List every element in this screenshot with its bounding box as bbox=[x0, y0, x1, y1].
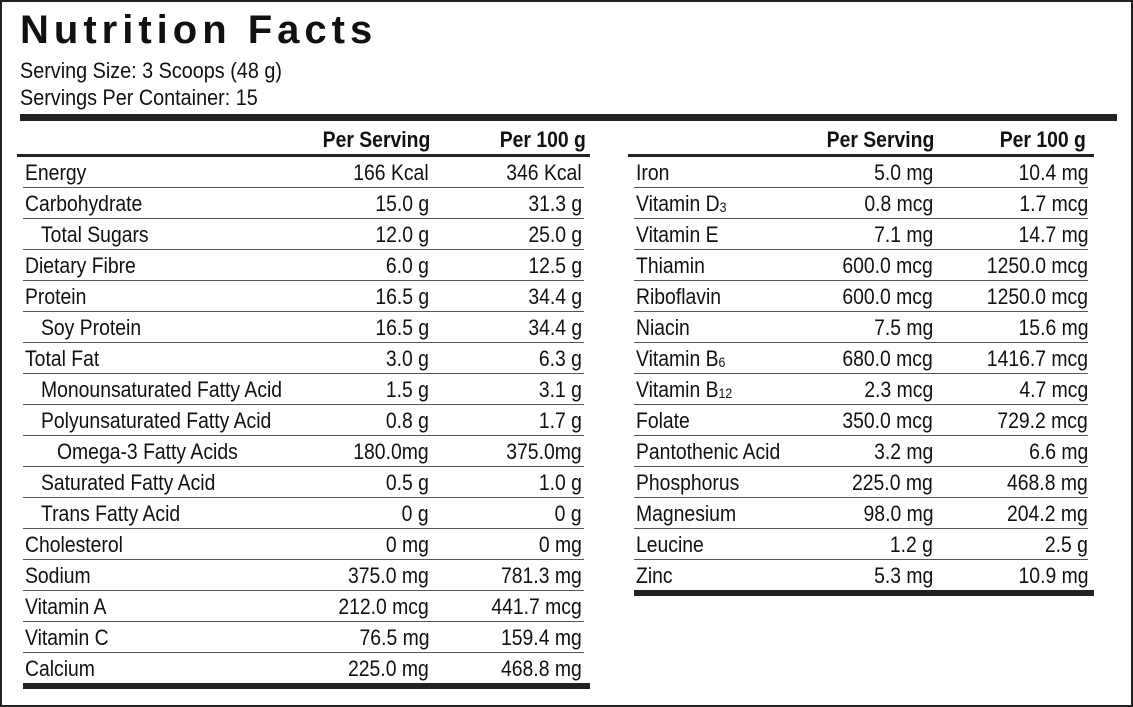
nutrient-row bbox=[634, 436, 1088, 467]
nutrient-name bbox=[636, 532, 704, 558]
nutrient-row bbox=[634, 188, 1088, 219]
nutrient-name bbox=[41, 501, 180, 527]
nutrient-name-text: Phosphorus bbox=[636, 470, 740, 495]
nutrient-name bbox=[25, 563, 91, 589]
nutrient-name-text: Iron bbox=[636, 160, 670, 185]
per-100g-value: 729.2 mcg bbox=[997, 408, 1088, 433]
per-serving-value: 7.5 mg bbox=[873, 315, 933, 340]
per-serving-value: 98.0 mg bbox=[863, 501, 933, 526]
nutrient-name-text: Calcium bbox=[25, 656, 95, 681]
nutrient-name bbox=[636, 315, 690, 341]
nutrient-row bbox=[23, 157, 584, 188]
per-100g-value: 0 mg bbox=[538, 532, 582, 557]
per-serving-value: 600.0 mcg bbox=[842, 253, 933, 278]
per-serving-value: 3.0 g bbox=[385, 346, 429, 371]
per-serving-value: 225.0 mg bbox=[852, 470, 933, 495]
right-table-header bbox=[628, 124, 1094, 157]
per-100g-value: 1416.7 mcg bbox=[986, 346, 1088, 371]
nutrient-name-text: Total Sugars bbox=[41, 222, 149, 247]
per-100g-value: 204.2 mg bbox=[1007, 501, 1088, 526]
nutrient-name-text: Cholesterol bbox=[25, 532, 123, 557]
per-100g-value: 375.0mg bbox=[506, 439, 582, 464]
per-100g-value: 468.8 mg bbox=[501, 656, 582, 681]
nutrient-name bbox=[41, 470, 215, 496]
per-serving-value: 680.0 mcg bbox=[842, 346, 933, 371]
nutrient-row bbox=[23, 529, 584, 560]
nutrient-row bbox=[23, 467, 584, 498]
per-100g-value: 1250.0 mcg bbox=[986, 253, 1088, 278]
per-serving-value: 0 g bbox=[402, 501, 429, 526]
nutrient-name bbox=[636, 284, 721, 310]
nutrient-name bbox=[636, 346, 725, 374]
nutrient-name bbox=[25, 625, 109, 651]
per-serving-value: 225.0 mg bbox=[348, 656, 429, 681]
nutrient-name-text: Vitamin C bbox=[25, 625, 109, 650]
thick-divider bbox=[20, 114, 1117, 121]
nutrient-name bbox=[636, 253, 705, 279]
nutrient-row bbox=[23, 560, 584, 591]
nutrient-name bbox=[636, 160, 669, 186]
per-serving-value: 0.8 g bbox=[385, 408, 429, 433]
nutrient-row bbox=[23, 498, 584, 529]
nutrient-name bbox=[636, 377, 732, 405]
nutrient-name-text: Energy bbox=[25, 160, 87, 185]
nutrient-name bbox=[25, 191, 142, 217]
nutrient-name bbox=[41, 408, 271, 434]
servings-per-container: Servings Per Container: 15 bbox=[20, 85, 258, 110]
nutrient-row bbox=[634, 281, 1088, 312]
nutrient-name-text: Pantothenic Acid bbox=[636, 439, 781, 464]
nutrient-name-text: Magnesium bbox=[636, 501, 737, 526]
right-table-body bbox=[628, 157, 1094, 590]
nutrient-name-text: Total Fat bbox=[25, 346, 100, 371]
nutrient-name-text: Vitamin A bbox=[25, 594, 107, 619]
header-per-serving: Per Serving bbox=[826, 127, 934, 152]
nutrient-row bbox=[23, 653, 584, 683]
per-serving-value: 1.5 g bbox=[385, 377, 429, 402]
per-serving-value: 16.5 g bbox=[375, 284, 429, 309]
nutrient-name-text: Vitamin B bbox=[636, 377, 719, 402]
nutrient-name bbox=[636, 408, 690, 434]
per-100g-value: 10.4 mg bbox=[1018, 160, 1088, 185]
left-table-header bbox=[17, 124, 590, 157]
per-serving-value: 6.0 g bbox=[385, 253, 429, 278]
nutrient-name-text: Sodium bbox=[25, 563, 91, 588]
per-100g-value: 1250.0 mcg bbox=[986, 284, 1088, 309]
nutrient-name-text: Leucine bbox=[636, 532, 704, 557]
per-serving-value: 166 Kcal bbox=[353, 160, 429, 185]
per-100g-value: 25.0 g bbox=[528, 222, 582, 247]
nutrient-name-text: Zinc bbox=[636, 563, 673, 588]
nutrient-name bbox=[636, 191, 726, 219]
per-serving-value: 0.8 mcg bbox=[864, 191, 933, 216]
per-100g-value: 10.9 mg bbox=[1018, 563, 1088, 588]
per-100g-value: 4.7 mcg bbox=[1019, 377, 1088, 402]
nutrient-name bbox=[41, 377, 282, 403]
right-bottom-rule bbox=[634, 590, 1094, 596]
nutrient-row bbox=[23, 188, 584, 219]
nutrient-name bbox=[25, 656, 95, 682]
left-table-body bbox=[17, 157, 590, 683]
nutrient-name-text: Dietary Fibre bbox=[25, 253, 136, 278]
nutrient-row bbox=[23, 374, 584, 405]
nutrient-row bbox=[23, 250, 584, 281]
nutrient-name bbox=[636, 501, 736, 527]
per-100g-value: 6.3 g bbox=[538, 346, 582, 371]
header-per-100g: Per 100 g bbox=[499, 127, 586, 152]
nutrient-row bbox=[634, 560, 1088, 590]
nutrient-name-text: Carbohydrate bbox=[25, 191, 143, 216]
per-100g-value: 1.7 g bbox=[538, 408, 582, 433]
nutrient-name-text: Vitamin B bbox=[636, 346, 719, 371]
per-100g-value: 14.7 mg bbox=[1018, 222, 1088, 247]
per-100g-value: 6.6 mg bbox=[1028, 439, 1088, 464]
per-serving-value: 212.0 mcg bbox=[338, 594, 429, 619]
left-nutrient-table bbox=[17, 124, 590, 689]
nutrient-name bbox=[25, 253, 136, 279]
left-bottom-rule bbox=[23, 683, 590, 689]
nutrient-row bbox=[634, 529, 1088, 560]
nutrient-row bbox=[23, 343, 584, 374]
per-serving-value: 16.5 g bbox=[375, 315, 429, 340]
nutrient-row bbox=[634, 343, 1088, 374]
per-100g-value: 346 Kcal bbox=[506, 160, 582, 185]
nutrient-name bbox=[25, 160, 86, 186]
per-serving-value: 5.3 mg bbox=[873, 563, 933, 588]
per-100g-value: 0 g bbox=[555, 501, 582, 526]
nutrient-name-text: Riboflavin bbox=[636, 284, 722, 309]
nutrient-name-text: Monounsaturated Fatty Acid bbox=[41, 377, 283, 402]
per-100g-value: 1.7 mcg bbox=[1019, 191, 1088, 216]
per-serving-value: 0 mg bbox=[385, 532, 429, 557]
per-serving-value: 350.0 mcg bbox=[842, 408, 933, 433]
nutrient-row bbox=[23, 591, 584, 622]
nutrient-row bbox=[634, 219, 1088, 250]
nutrient-name-text: Vitamin E bbox=[636, 222, 719, 247]
serving-size: Serving Size: 3 Scoops (48 g) bbox=[20, 58, 282, 83]
nutrient-name-text: Soy Protein bbox=[41, 315, 142, 340]
per-100g-value: 2.5 g bbox=[1044, 532, 1088, 557]
per-serving-value: 180.0mg bbox=[353, 439, 429, 464]
nutrient-name bbox=[636, 222, 719, 248]
nutrient-subscript: 3 bbox=[719, 199, 727, 215]
nutrient-name-text: Trans Fatty Acid bbox=[41, 501, 181, 526]
per-serving-value: 375.0 mg bbox=[348, 563, 429, 588]
per-100g-value: 1.0 g bbox=[538, 470, 582, 495]
per-serving-value: 7.1 mg bbox=[873, 222, 933, 247]
per-serving-value: 15.0 g bbox=[375, 191, 429, 216]
nutrient-name bbox=[25, 594, 106, 620]
nutrient-subscript: 6 bbox=[718, 354, 726, 370]
nutrient-row bbox=[23, 436, 584, 467]
nutrient-name bbox=[25, 346, 99, 372]
per-serving-value: 3.2 mg bbox=[873, 439, 933, 464]
nutrient-row bbox=[23, 405, 584, 436]
nutrient-row bbox=[23, 622, 584, 653]
per-serving-value: 2.3 mcg bbox=[864, 377, 933, 402]
nutrient-name bbox=[636, 563, 673, 589]
nutrient-name-text: Saturated Fatty Acid bbox=[41, 470, 216, 495]
nutrient-row bbox=[634, 374, 1088, 405]
nutrient-row bbox=[23, 219, 584, 250]
nutrient-name bbox=[25, 532, 123, 558]
per-100g-value: 3.1 g bbox=[538, 377, 582, 402]
nutrient-name-text: Vitamin D bbox=[636, 191, 720, 216]
per-serving-value: 600.0 mcg bbox=[842, 284, 933, 309]
nutrient-name bbox=[57, 439, 238, 465]
nutrient-name-text: Omega-3 Fatty Acids bbox=[57, 439, 238, 464]
per-100g-value: 441.7 mcg bbox=[491, 594, 582, 619]
nutrient-name bbox=[41, 315, 141, 341]
header-per-100g: Per 100 g bbox=[999, 127, 1086, 152]
nutrient-name-text: Niacin bbox=[636, 315, 690, 340]
per-serving-value: 1.2 g bbox=[889, 532, 933, 557]
nutrient-name bbox=[41, 222, 149, 248]
nutrient-name-text: Protein bbox=[25, 284, 87, 309]
per-100g-value: 15.6 mg bbox=[1018, 315, 1088, 340]
per-100g-value: 34.4 g bbox=[528, 284, 582, 309]
per-100g-value: 781.3 mg bbox=[501, 563, 582, 588]
nutrient-name-text: Polyunsaturated Fatty Acid bbox=[41, 408, 272, 433]
nutrient-name-text: Thiamin bbox=[636, 253, 705, 278]
nutrient-row bbox=[634, 312, 1088, 343]
per-100g-value: 159.4 mg bbox=[501, 625, 582, 650]
nutrient-row bbox=[23, 281, 584, 312]
per-serving-value: 0.5 g bbox=[385, 470, 429, 495]
nutrient-row bbox=[634, 498, 1088, 529]
per-100g-value: 34.4 g bbox=[528, 315, 582, 340]
nutrient-row bbox=[634, 157, 1088, 188]
right-nutrient-table bbox=[628, 124, 1094, 596]
per-100g-value: 12.5 g bbox=[528, 253, 582, 278]
per-serving-value: 12.0 g bbox=[375, 222, 429, 247]
nutrient-row bbox=[634, 250, 1088, 281]
nutrient-name bbox=[636, 439, 780, 465]
nutrient-subscript: 12 bbox=[718, 385, 733, 401]
per-100g-value: 31.3 g bbox=[528, 191, 582, 216]
label-title: Nutrition Facts bbox=[20, 8, 378, 52]
nutrient-row bbox=[23, 312, 584, 343]
per-serving-value: 76.5 mg bbox=[359, 625, 429, 650]
nutrient-name bbox=[25, 284, 86, 310]
nutrient-name bbox=[636, 470, 739, 496]
nutrient-row bbox=[634, 467, 1088, 498]
per-serving-value: 5.0 mg bbox=[873, 160, 933, 185]
header-per-serving: Per Serving bbox=[322, 127, 430, 152]
nutrient-name-text: Folate bbox=[636, 408, 690, 433]
nutrient-row bbox=[634, 405, 1088, 436]
per-100g-value: 468.8 mg bbox=[1007, 470, 1088, 495]
